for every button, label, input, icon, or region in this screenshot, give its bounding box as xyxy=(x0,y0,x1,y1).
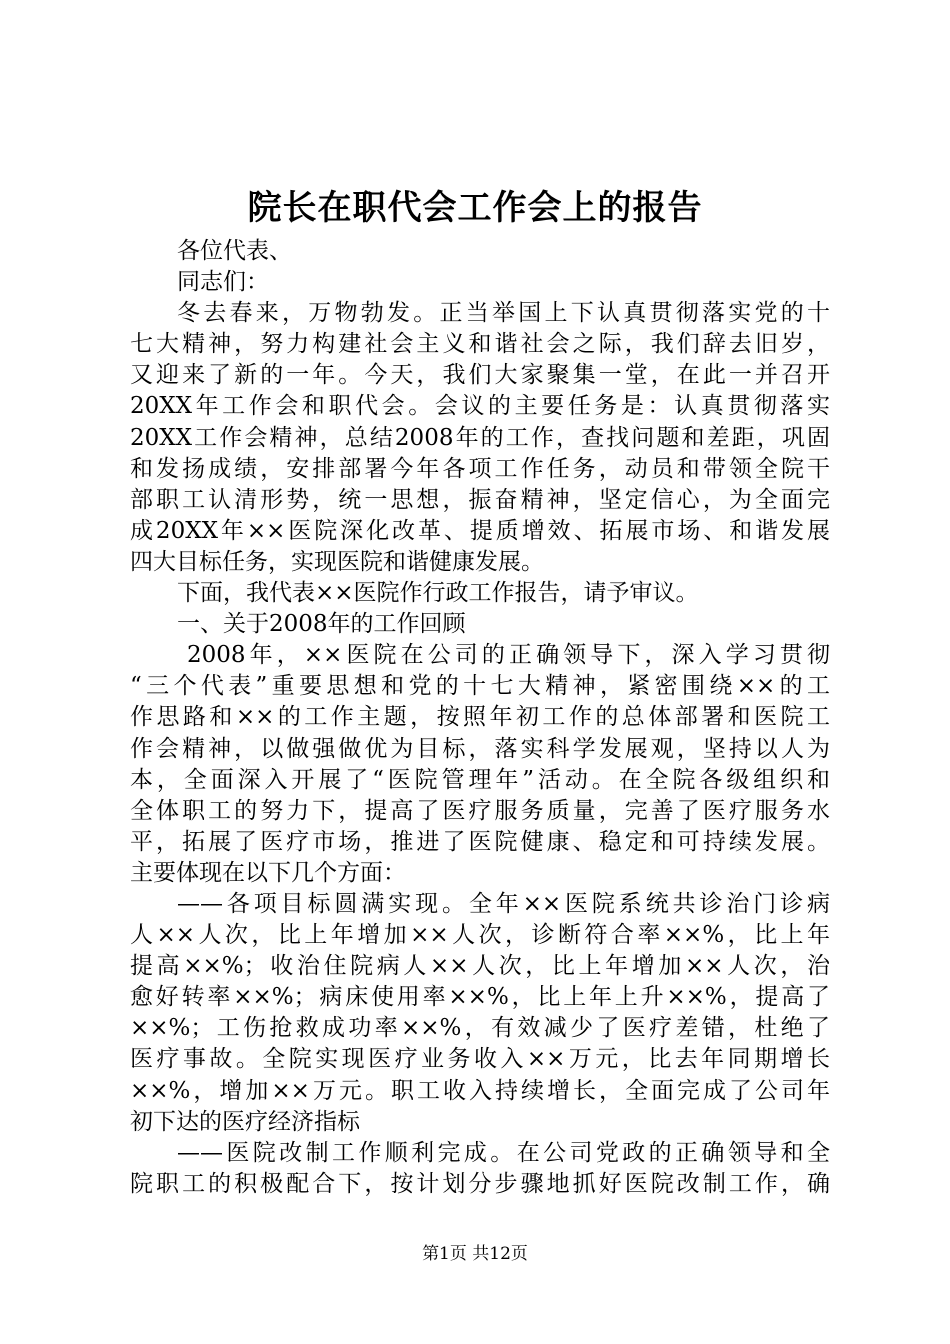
paragraph-line: 和发扬成绩，安排部署今年各项工作任务，动员和带领全院干 xyxy=(130,455,830,482)
paragraph-line: 作思路和××的工作主题，按照年初工作的总体部署和医院工 xyxy=(130,704,830,731)
paragraph-line: 人××人次，比上年增加××人次，诊断符合率××%，比上年 xyxy=(130,922,830,949)
paragraph-line: 下面，我代表××医院作行政工作报告，请予审议。 xyxy=(177,580,699,607)
paragraph-line: ——各项目标圆满实现。全年××医院系统共诊治门诊病 xyxy=(177,890,830,917)
page-footer: 第1页 共12页 xyxy=(422,1244,528,1264)
paragraph-line: 平，拓展了医疗市场，推进了医院健康、稳定和可持续发展。 xyxy=(130,828,830,855)
paragraph-line: 愈好转率××%；病床使用率××%，比上年上升××%，提高了 xyxy=(130,984,830,1011)
paragraph-line: “三个代表”重要思想和党的十七大精神，紧密围绕××的工 xyxy=(130,673,830,700)
paragraph-line: 主要体现在以下几个方面： xyxy=(130,859,406,886)
paragraph-line: 作会精神，以做强做优为目标，落实科学发展观，坚持以人为 xyxy=(130,735,830,762)
salutation-line: 各位代表、 xyxy=(177,238,292,264)
paragraph-line: 本，全面深入开展了“医院管理年”活动。在全院各级组织和 xyxy=(130,766,830,793)
paragraph-line: 20XX年工作会和职代会。会议的主要任务是：认真贯彻落实 xyxy=(130,393,830,420)
paragraph-line: 20XX工作会精神，总结2008年的工作，查找问题和差距，巩固 xyxy=(130,424,830,451)
paragraph-line: 又迎来了新的一年。今天，我们大家聚集一堂，在此一并召开 xyxy=(130,362,830,389)
page-title: 院长在职代会工作会上的报告 xyxy=(247,188,703,228)
paragraph-line: ——医院改制工作顺利完成。在公司党政的正确领导和全 xyxy=(177,1139,830,1166)
paragraph-line: 初下达的医疗经济指标 xyxy=(130,1108,360,1135)
salutation-line: 同志们： xyxy=(177,269,269,296)
paragraph-line: 全体职工的努力下，提高了医疗服务质量，完善了医疗服务水 xyxy=(130,797,830,824)
paragraph-line: 成20XX年××医院深化改革、提质增效、拓展市场、和谐发展 xyxy=(130,517,830,544)
paragraph-line: 医疗事故。全院实现医疗业务收入××万元，比去年同期增长 xyxy=(130,1046,830,1073)
paragraph-line: 四大目标任务，实现医院和谐健康发展。 xyxy=(130,548,544,575)
section-heading: 一、关于2008年的工作回顾 xyxy=(177,611,466,638)
paragraph-line: ××%；工伤抢救成功率××%，有效减少了医疗差错，杜绝了 xyxy=(130,1015,830,1042)
paragraph-line: 2008年，××医院在公司的正确领导下，深入学习贯彻 xyxy=(187,642,830,669)
paragraph-line: 提高××%；收治住院病人××人次，比上年增加××人次，治 xyxy=(130,953,830,980)
paragraph-line: 七大精神，努力构建社会主义和谐社会之际，我们辞去旧岁， xyxy=(130,331,830,358)
paragraph-line: 冬去春来，万物勃发。正当举国上下认真贯彻落实党的十 xyxy=(177,300,830,327)
paragraph-line: 院职工的积极配合下，按计划分步骤地抓好医院改制工作，确 xyxy=(130,1170,830,1197)
document-body xyxy=(130,236,830,1200)
paragraph-line: 部职工认清形势，统一思想，振奋精神，坚定信心，为全面完 xyxy=(130,486,830,513)
paragraph-line: ××%，增加××万元。职工收入持续增长，全面完成了公司年 xyxy=(130,1077,830,1104)
